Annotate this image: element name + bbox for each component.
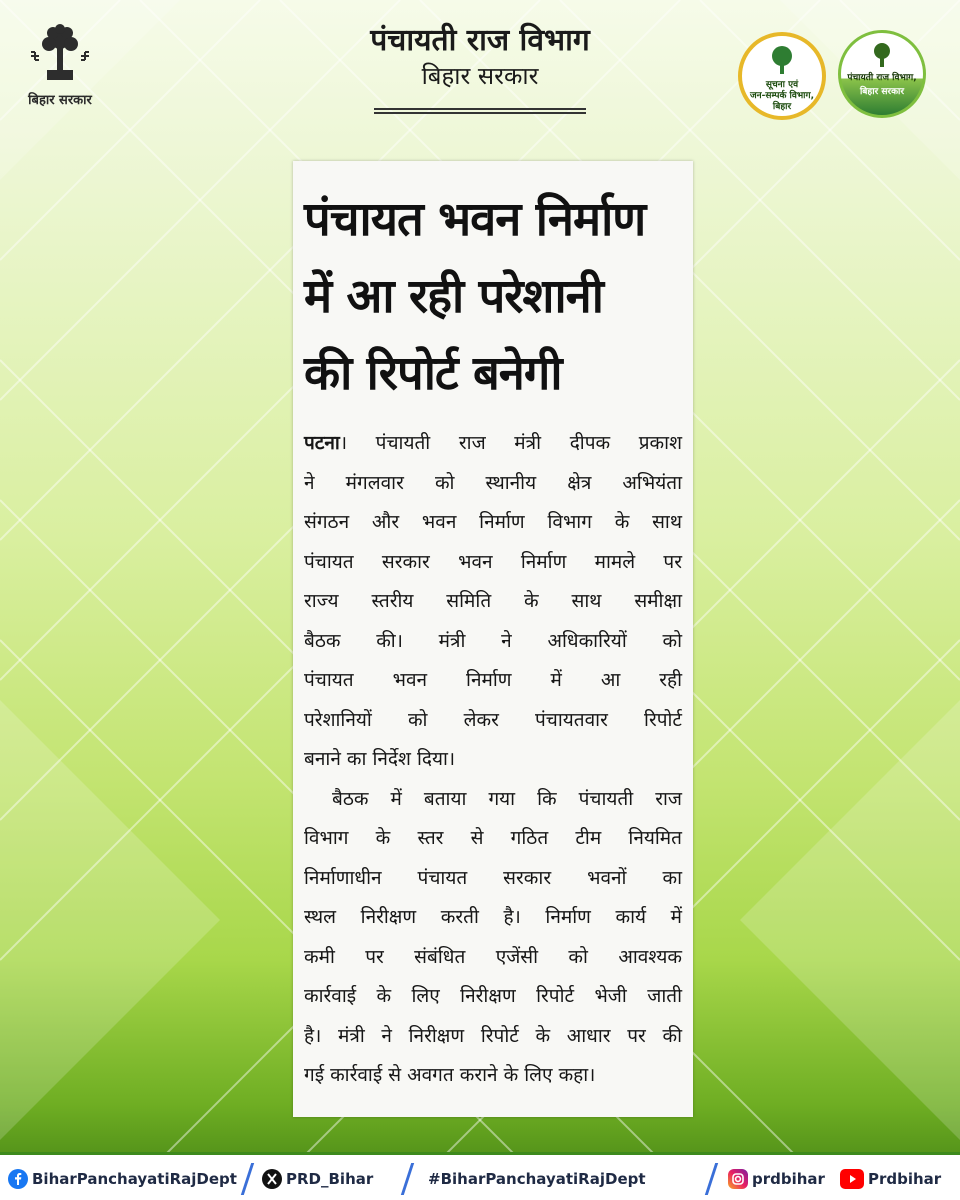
paragraph-line: कमी पर संबंधित एजेंसी को आवश्यक — [304, 945, 682, 968]
paragraph-line: संगठन और भवन निर्माण विभाग के साथ — [304, 511, 682, 533]
pr-logo-line-1: पंचायती राज विभाग, — [847, 73, 917, 83]
pr-logo-line-2: बिहार सरकार — [859, 87, 905, 97]
paragraph-line: पंचायत सरकार भवन निर्माण मामले पर — [304, 550, 682, 573]
newspaper-clipping — [293, 161, 693, 1117]
footer-separator — [705, 1163, 718, 1195]
government-subtitle: बिहार सरकार — [421, 62, 539, 90]
x-handle: PRD_Bihar — [286, 1170, 374, 1188]
youtube-link[interactable] — [840, 1167, 941, 1191]
bihar-emblem — [12, 22, 108, 108]
footer-separator — [401, 1163, 414, 1195]
page-header — [330, 22, 630, 92]
instagram-handle: prdbihar — [752, 1170, 825, 1188]
instagram-icon — [728, 1169, 748, 1189]
x-link[interactable] — [262, 1167, 373, 1191]
headline-line: में आ रही परेशानी — [304, 269, 603, 324]
paragraph-line: पंचायत भवन निर्माण में आ रही — [304, 669, 682, 691]
paragraph-line: परेशानियों को लेकर पंचायतवार रिपोर्ट — [304, 708, 682, 731]
paragraph-line: कार्रवाई के लिए निरीक्षण रिपोर्ट भेजी जाती — [304, 985, 682, 1007]
panchayati-raj-logo — [838, 30, 926, 118]
header-double-rule — [374, 108, 586, 114]
paragraph-line: है। मंत्री ने निरीक्षण रिपोर्ट के आधार पर की — [304, 1024, 682, 1047]
hashtag-text: #BiharPanchayatiRajDept — [428, 1170, 646, 1188]
article-body — [304, 424, 682, 1096]
paragraph-line: बैठक की। मंत्री ने अधिकारियों को — [304, 629, 682, 652]
paragraph-line: राज्य स्तरीय समिति के साथ समीक्षा — [304, 590, 682, 612]
ipr-department-logo — [738, 32, 826, 120]
bodhi-tree-emblem-icon — [25, 22, 95, 88]
paragraph-line: ने मंगलवार को स्थानीय क्षेत्र अभियंता — [304, 471, 682, 494]
paragraph-line: पटना। पंचायती राज मंत्री दीपक प्रकाश — [304, 432, 682, 454]
paragraph-line: बैठक में बताया गया कि पंचायती राज — [332, 787, 682, 810]
youtube-icon — [840, 1169, 864, 1189]
department-title: पंचायती राज विभाग — [370, 23, 590, 58]
ipr-logo-line-1: सूचना एवं — [765, 80, 799, 90]
instagram-link[interactable] — [728, 1167, 825, 1191]
ipr-logo-line-2: जन-सम्पर्क विभाग, — [750, 91, 814, 101]
social-footer — [0, 1152, 960, 1200]
facebook-link[interactable] — [8, 1167, 237, 1191]
article-dateline: पटना — [304, 432, 340, 454]
headline-line: पंचायत भवन निर्माण — [304, 192, 646, 247]
paragraph-line: विभाग के स्तर से गठित टीम नियमित — [304, 827, 682, 849]
logo-tree-icon — [841, 37, 923, 73]
facebook-handle: BiharPanchayatiRajDept — [32, 1170, 237, 1188]
x-icon — [262, 1169, 282, 1189]
paragraph-line: गई कार्रवाई से अवगत कराने के लिए कहा। — [304, 1064, 596, 1086]
footer-separator — [241, 1163, 254, 1195]
article-headline — [304, 181, 682, 412]
headline-line: की रिपोर्ट बनेगी — [304, 346, 562, 401]
paragraph-line: बनाने का निर्देश दिया। — [304, 748, 456, 770]
emblem-caption: बिहार सरकार — [28, 93, 92, 108]
youtube-handle: Prdbihar — [868, 1170, 942, 1188]
paragraph-line: निर्माणाधीन पंचायत सरकार भवनों का — [304, 866, 682, 889]
hashtag-link[interactable] — [428, 1167, 646, 1191]
facebook-icon — [8, 1169, 28, 1189]
ipr-logo-line-3: बिहार — [772, 102, 792, 112]
logo-tree-icon — [742, 40, 822, 80]
paragraph-line: स्थल निरीक्षण करती है। निर्माण कार्य में — [304, 906, 682, 928]
